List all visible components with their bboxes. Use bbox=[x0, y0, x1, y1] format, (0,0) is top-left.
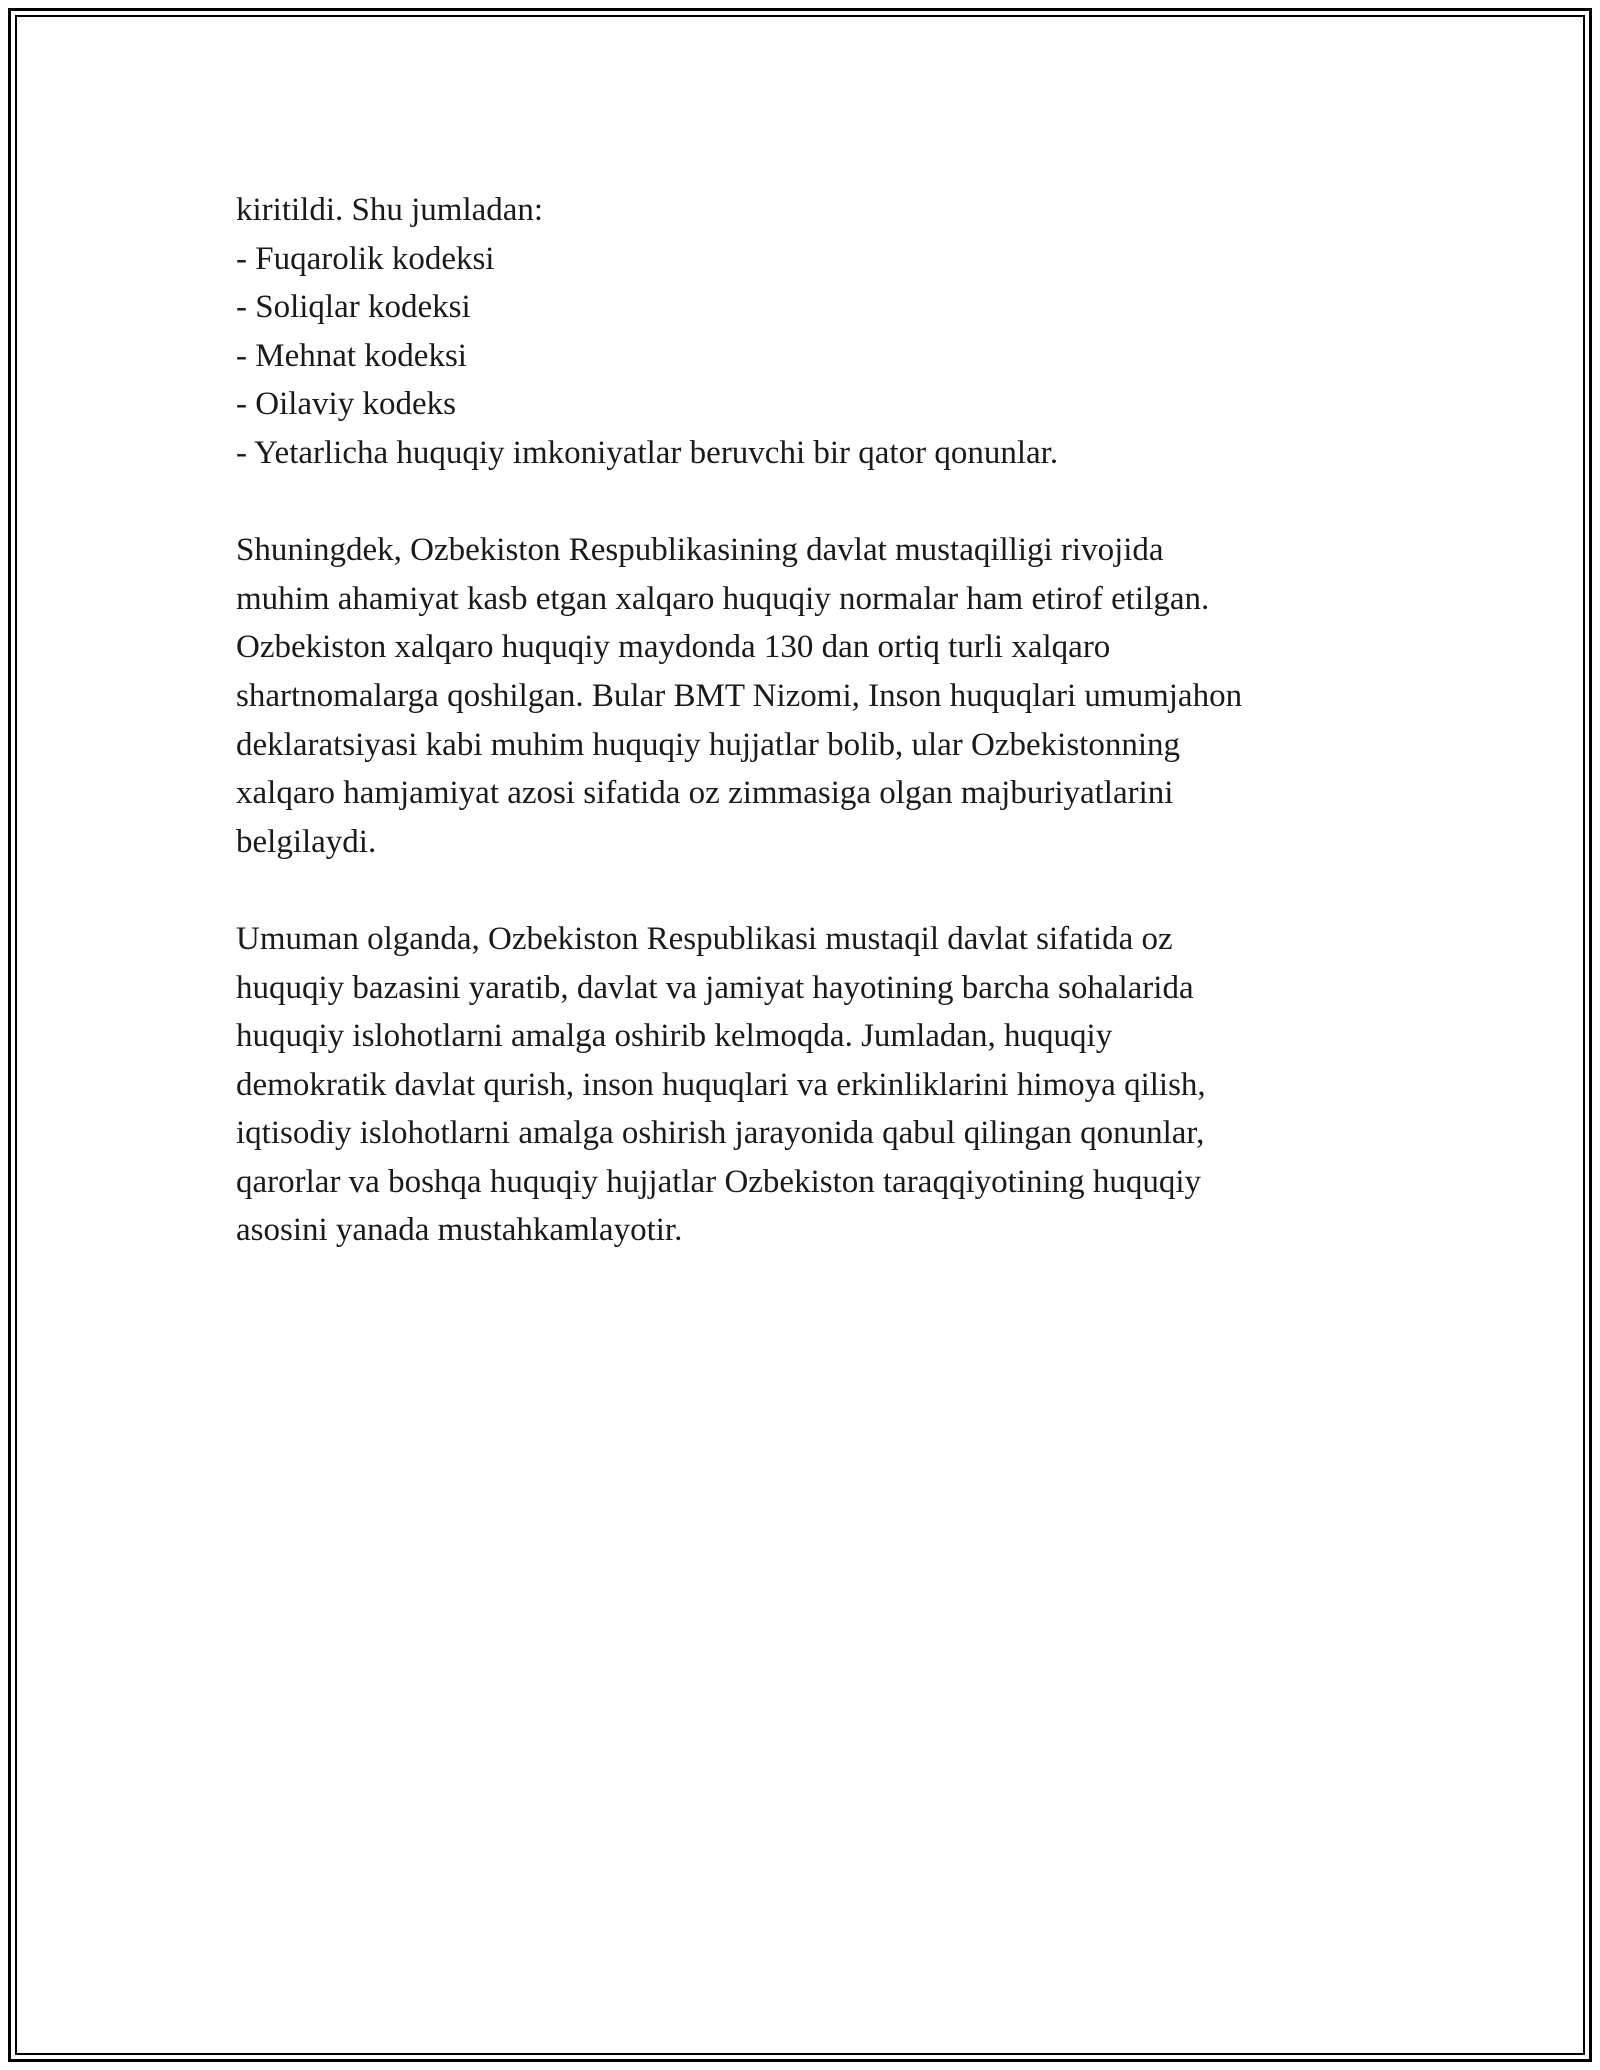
paragraph-line: huquqiy bazasini yaratib, davlat va jamiyat hayotining barcha sohalarida bbox=[236, 969, 1194, 1006]
list-item-mehnat: - Mehnat kodeksi bbox=[236, 337, 467, 374]
document-body bbox=[236, 186, 1396, 1255]
paragraph-line: qarorlar va boshqa huquqiy hujjatlar Ozbekiston taraqqiyotining huquqiy bbox=[236, 1163, 1202, 1200]
intro-line: kiritildi. Shu jumladan: bbox=[236, 192, 544, 228]
paragraph-line: xalqaro hamjamiyat azosi sifatida oz zimmasiga olgan majburiyatlarini bbox=[236, 775, 1174, 812]
list-item-fuqarolik: - Fuqarolik kodeksi bbox=[236, 240, 495, 277]
list-item-qonunlar: - Yetarlicha huquqiy imkoniyatlar beruvchi bir qator qonunlar. bbox=[236, 434, 1059, 471]
paragraph-line: muhim ahamiyat kasb etgan xalqaro huquqiy normalar ham etirof etilgan. bbox=[236, 580, 1210, 617]
paragraph-line: Umuman olganda, Ozbekiston Respublikasi mustaqil davlat sifatida oz bbox=[236, 920, 1173, 957]
paragraph-line: huquqiy islohotlarni amalga oshirib kelmoqda. Jumladan, huquqiy bbox=[236, 1018, 1113, 1055]
paragraph-international-norms bbox=[236, 526, 1396, 866]
paragraph-line: demokratik davlat qurish, inson huquqlari va erkinliklarini himoya qilish, bbox=[236, 1066, 1206, 1103]
paragraph-line: asosini yanada mustahkamlayotir. bbox=[236, 1212, 683, 1249]
paragraph-line: belgilaydi. bbox=[236, 823, 377, 860]
paragraph-line: Ozbekiston xalqaro huquqiy maydonda 130 dan ortiq turli xalqaro bbox=[236, 629, 1111, 666]
list-item-soliqlar: - Soliqlar kodeksi bbox=[236, 289, 471, 326]
intro-block bbox=[236, 186, 1396, 478]
paragraph-line: shartnomalarga qoshilgan. Bular BMT Nizomi, Inson huquqlari umumjahon bbox=[236, 677, 1243, 714]
paragraph-line: iqtisodiy islohotlarni amalga oshirish jarayonida qabul qilingan qonunlar, bbox=[236, 1115, 1205, 1152]
list-item-oilaviy: - Oilaviy kodeks bbox=[236, 386, 456, 423]
paragraph-line: deklaratsiyasi kabi muhim huquqiy hujjatlar bolib, ular Ozbekistonning bbox=[236, 726, 1180, 763]
paragraph-line: Shuningdek, Ozbekiston Respublikasining davlat mustaqilligi rivojida bbox=[236, 532, 1164, 569]
paragraph-conclusion bbox=[236, 915, 1396, 1255]
